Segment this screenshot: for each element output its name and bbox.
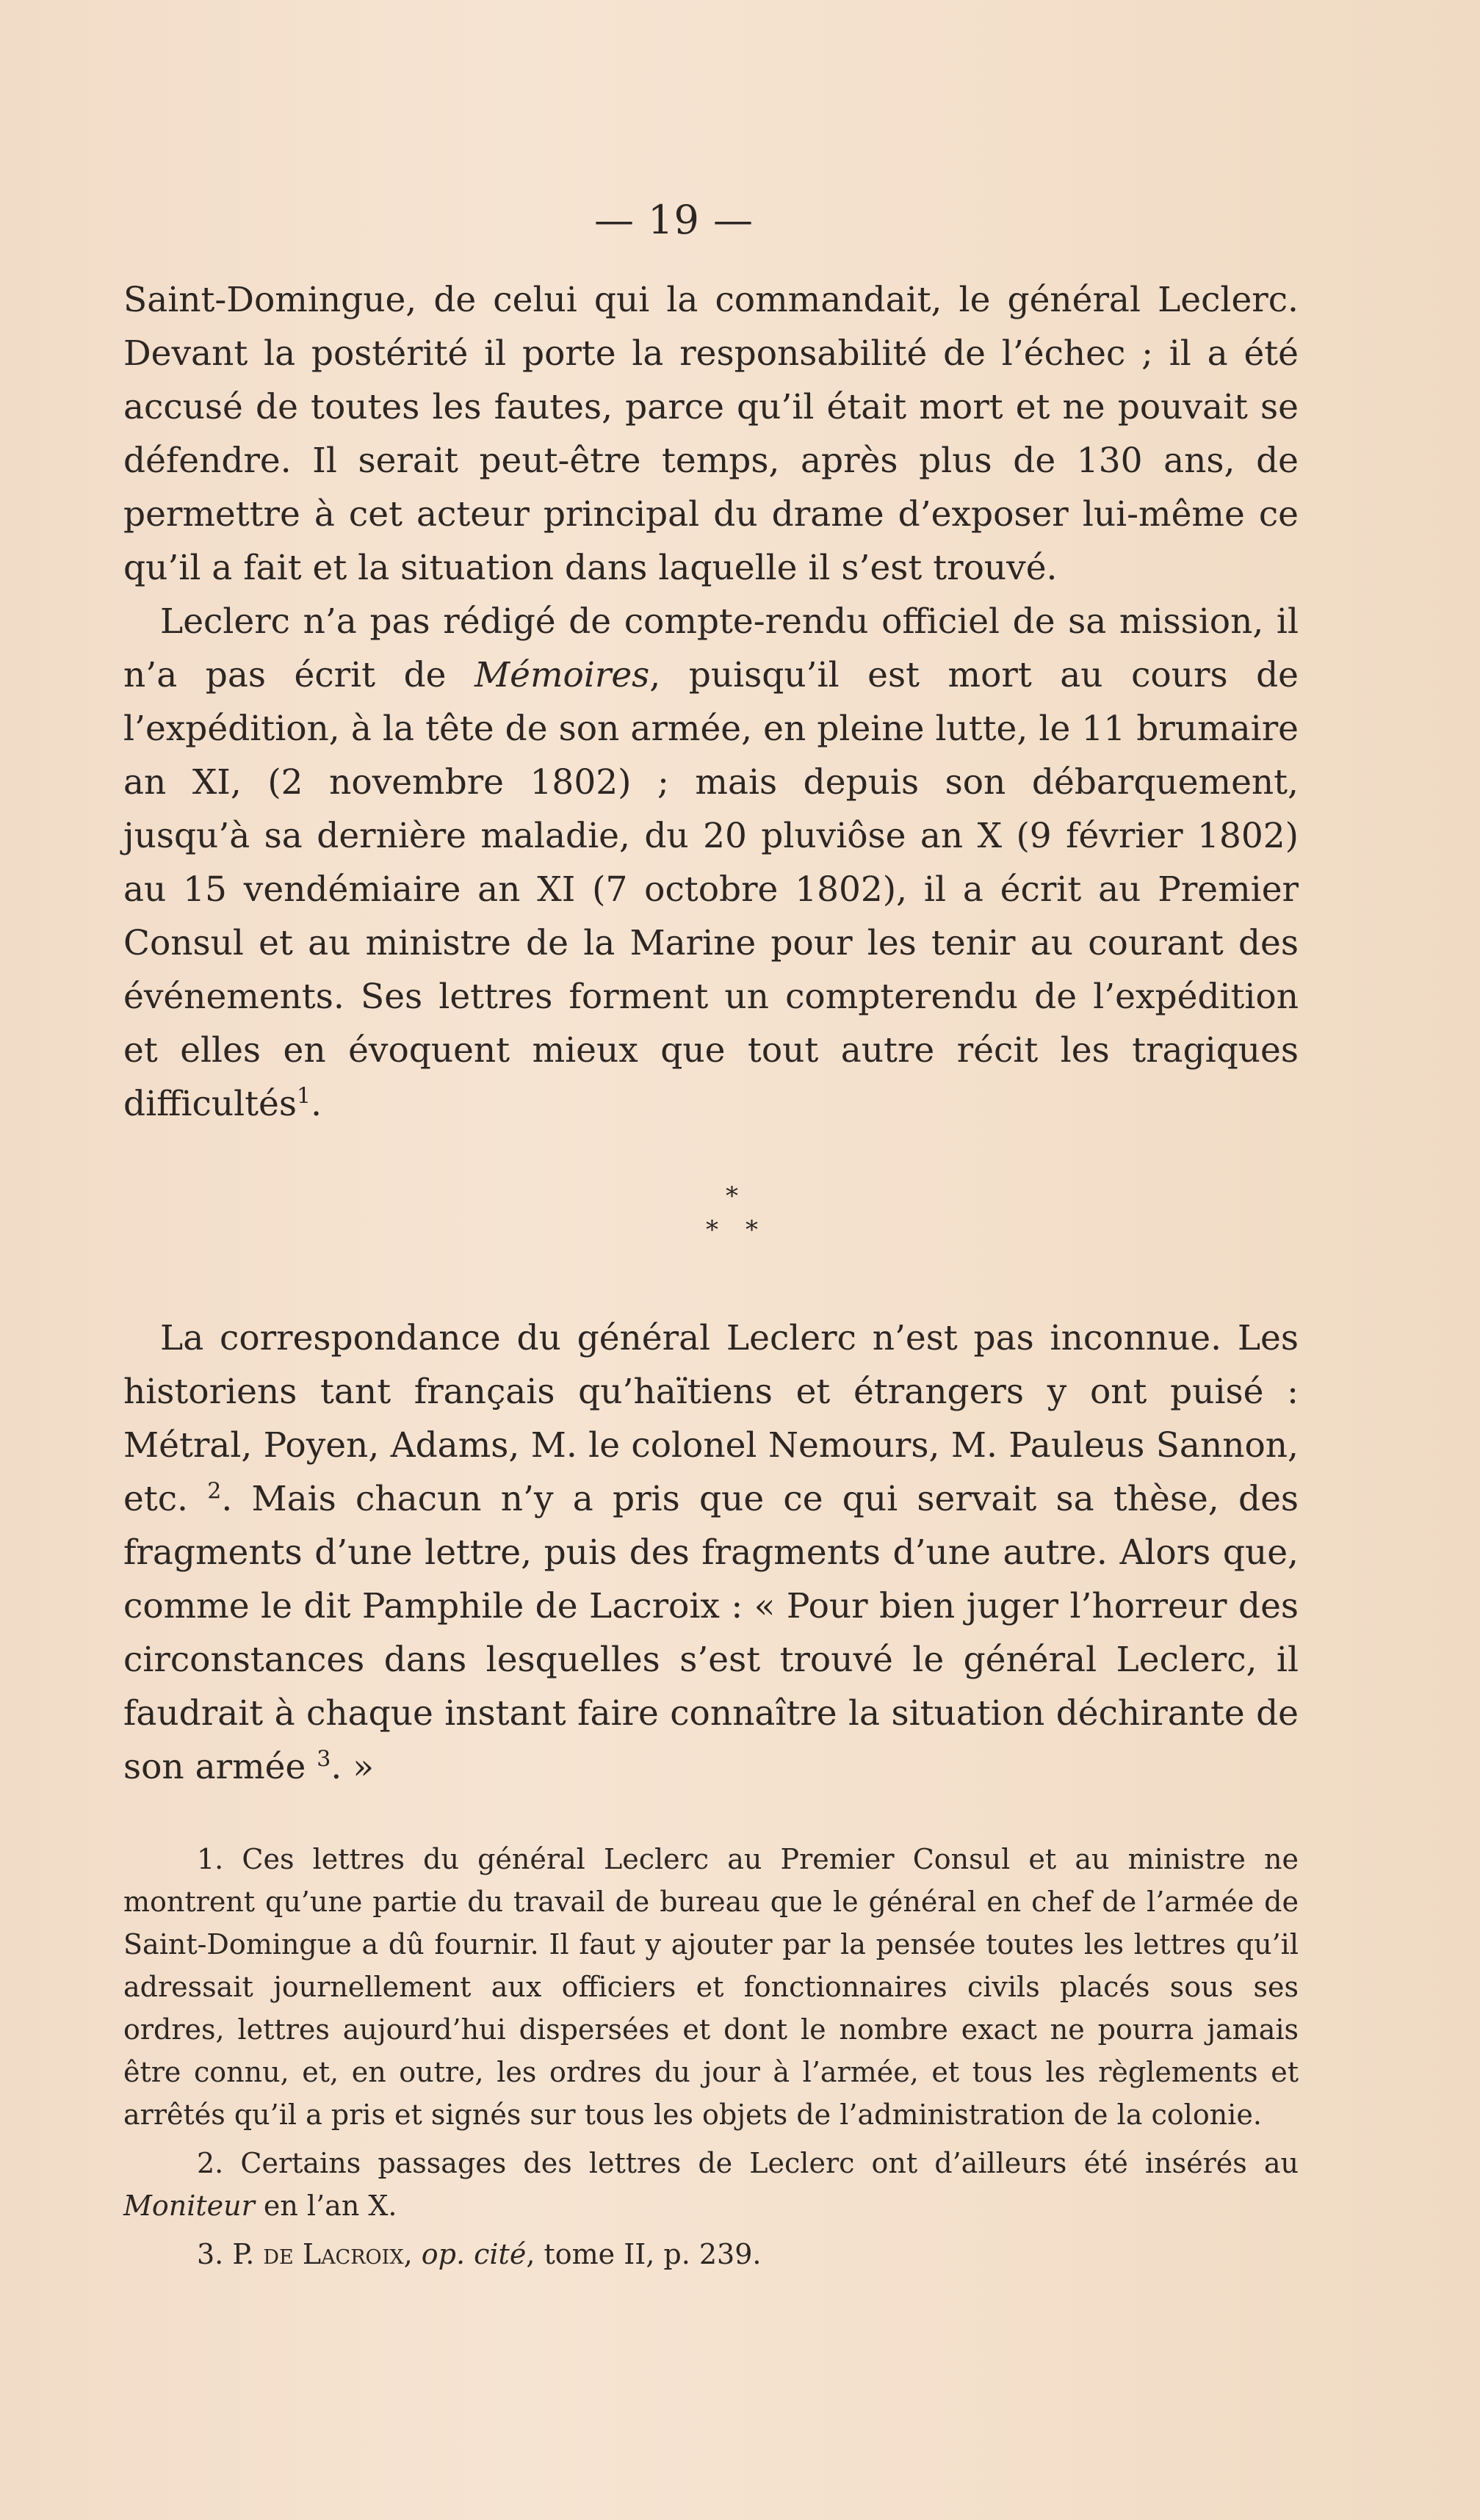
footnote-2-text: Certains passages des lettres de Leclerc ont d’ailleurs été insérés au: [240, 2147, 1299, 2179]
footnote-3-number: 3.: [197, 2238, 224, 2270]
footnote-1-number: 1.: [197, 1843, 224, 1875]
footnote-2-number: 2.: [197, 2147, 224, 2179]
separator-star-right: *: [746, 1215, 758, 1245]
memoires-title: Mémoires: [474, 655, 650, 695]
paragraph-2-period: .: [311, 1084, 322, 1124]
paragraph-2-end: , puisqu’il est mort au cours de l’expédition, à la tête de son armée, en pleine lutte, le 11 brumaire an XI, (2 novembre 1802) ; mais depuis son débarquement, jusqu’à sa dernière maladie, du 20 pluviôse an X (9 février 1802) au 15 vendémiaire an XI (7 octobre 1802), il a écrit au Premier Consul et au ministre de la Marine pour les tenir au courant des événements. Ses lettres forment un compterendu de l’expédition et elles en évoquent mieux que tout autre récit les tragiques difficultés: [123, 655, 1299, 1124]
footnote-2-end: en l’an X.: [254, 2190, 397, 2222]
separator-star-left: *: [706, 1215, 718, 1245]
footnotes: [123, 1838, 1299, 2275]
separator-star-top: *: [726, 1181, 738, 1211]
footnote-3-author-name: Lacroix: [293, 2238, 404, 2270]
footnote-1-text: Ces lettres du général Leclerc au Premier Consul et au ministre ne montrent qu’une partie du travail de bureau que le général en chef de l’armée de Saint-Domingue a dû fournir. Il faut y ajouter par la pensée toutes les lettres qu’il adressait journellement aux officiers et fonctionnaires civils placés sous ses ordres, lettres aujourd’hui dispersées et dont le nombre exact ne pourra jamais être connu, et, en outre, les ordres du jour à l’armée, et tous les règlements et arrêtés qu’il a pris et signés sur tous les objets de l’administration de la colonie.: [123, 1843, 1299, 2131]
op-cite: op. cité: [421, 2238, 527, 2270]
footnote-1: [123, 1838, 1299, 2136]
section-separator: [123, 1148, 1299, 1273]
footnote-3-end: , tome II, p. 239.: [526, 2238, 762, 2270]
footnote-ref-2: 2: [207, 1478, 222, 1505]
main-text: [123, 273, 1299, 2275]
moniteur-title: Moniteur: [123, 2190, 255, 2222]
footnote-2: [123, 2142, 1299, 2227]
paragraph-3-start: La correspondance du général Leclerc n’est pas inconnue. Les historiens tant français qu’haïtiens et étrangers y ont puisé : Métral, Poyen, Adams, M. le colonel Nemours, M. Pauleus Sannon, etc.: [123, 1318, 1299, 1519]
page-number: — 19 —: [593, 197, 754, 243]
footnote-ref-1: 1: [297, 1083, 311, 1109]
paragraph-3-end: . »: [331, 1747, 374, 1787]
paragraph-2: [123, 595, 1299, 1131]
footnote-3-author-particle: de: [263, 2238, 294, 2270]
footnote-3-comma: ,: [403, 2238, 422, 2270]
footnote-3: [123, 2233, 1299, 2275]
footnote-3-author-initial: P.: [232, 2238, 264, 2270]
paragraph-3-middle: . Mais chacun n’y a pris que ce qui servait sa thèse, des fragments d’une lettre, puis des fragments d’une autre. Alors que, comme le dit Pamphile de Lacroix : « Pour bien juger l’horreur des circonstances dans lesquelles s’est trouvé le général Leclerc, il faudrait à chaque instant faire connaître la situation déchirante de son armée: [123, 1479, 1299, 1787]
paragraph-3: [123, 1311, 1299, 1794]
paragraph-2-start: Leclerc n’a pas rédigé de compte-rendu officiel de sa mission, il n’a pas écrit de: [123, 601, 1299, 695]
paragraph-1: Saint-Domingue, de celui qui la commandait, le général Leclerc. Devant la postérité il porte la responsabilité de l’échec ; il a été accusé de toutes les fautes, parce qu’il était mort et ne pouvait se défendre. Il serait peut-être temps, après plus de 130 ans, de permettre à cet acteur principal du drame d’exposer lui-même ce qu’il a fait et la situation dans laquelle il s’est trouvé.: [123, 280, 1299, 588]
footnote-ref-3: 3: [317, 1746, 331, 1773]
